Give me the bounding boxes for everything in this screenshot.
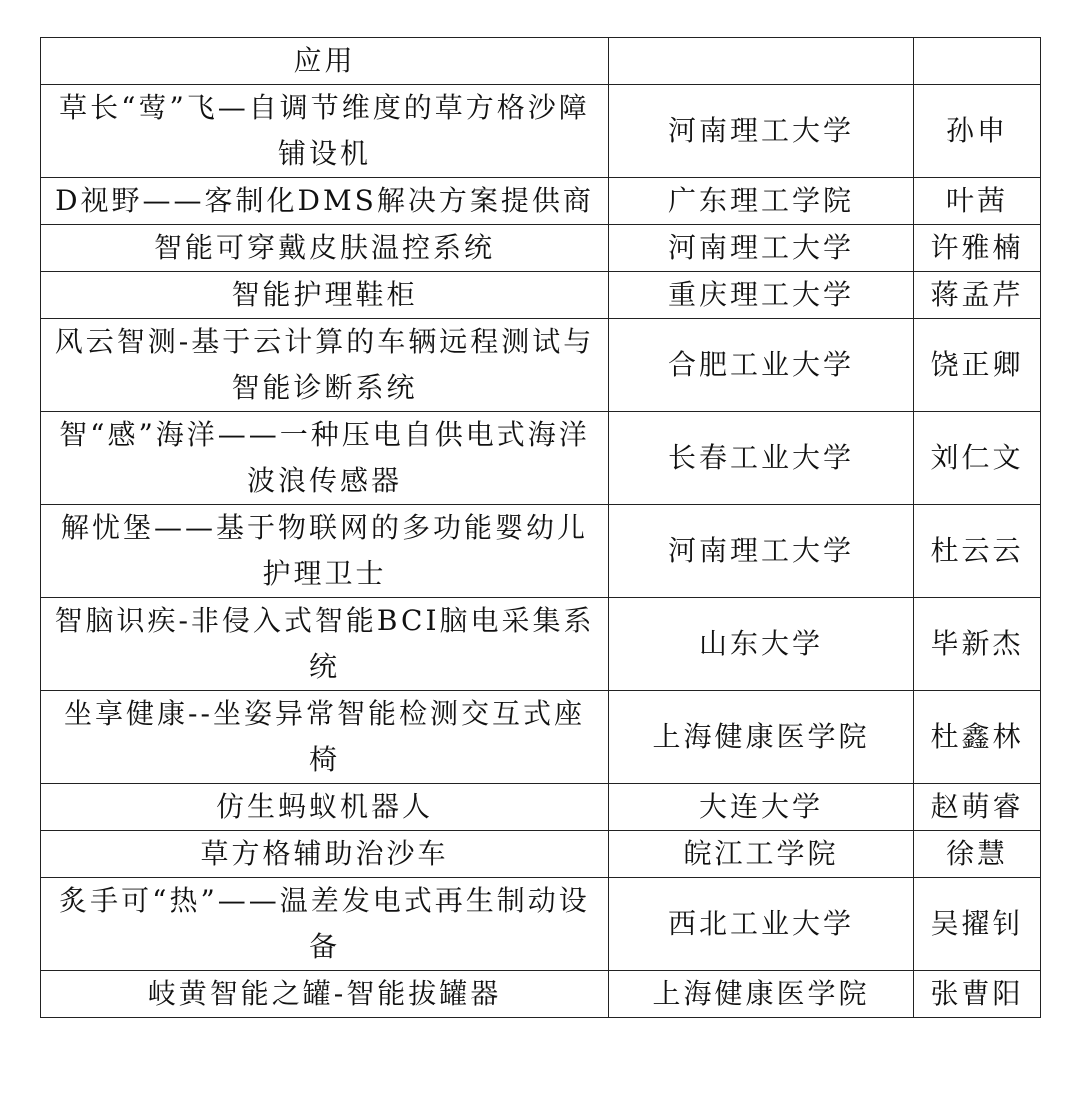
table-row (41, 598, 1041, 691)
school-cell: 上海健康医学院 (609, 971, 914, 1018)
table-row (41, 412, 1041, 505)
school-cell: 上海健康医学院 (609, 691, 914, 784)
project-cell: 风云智测-基于云计算的车辆远程测试与智能诊断系统 (41, 319, 609, 412)
school-cell: 河南理工大学 (609, 85, 914, 178)
project-cell: 智能护理鞋柜 (41, 272, 609, 319)
table-row (41, 971, 1041, 1018)
name-cell: 张曹阳 (914, 971, 1041, 1018)
table-row (41, 178, 1041, 225)
name-cell: 孙申 (914, 85, 1041, 178)
school-cell (609, 38, 914, 85)
school-cell: 河南理工大学 (609, 225, 914, 272)
school-cell: 山东大学 (609, 598, 914, 691)
table-row (41, 784, 1041, 831)
name-cell: 吴擢钊 (914, 878, 1041, 971)
project-cell: 炙手可“热”——温差发电式再生制动设备 (41, 878, 609, 971)
school-cell: 重庆理工大学 (609, 272, 914, 319)
name-cell: 蒋孟芹 (914, 272, 1041, 319)
project-cell: 草长“莺”飞—自调节维度的草方格沙障铺设机 (41, 85, 609, 178)
name-cell: 徐慧 (914, 831, 1041, 878)
table-row (41, 38, 1041, 85)
project-cell: 草方格辅助治沙车 (41, 831, 609, 878)
project-cell: 应用 (41, 38, 609, 85)
project-cell: 智“感”海洋——一种压电自供电式海洋波浪传感器 (41, 412, 609, 505)
school-cell: 皖江工学院 (609, 831, 914, 878)
award-table (40, 37, 1041, 1018)
name-cell: 饶正卿 (914, 319, 1041, 412)
table-row (41, 691, 1041, 784)
project-cell: 智脑识疾-非侵入式智能BCI脑电采集系统 (41, 598, 609, 691)
table-row (41, 831, 1041, 878)
school-cell: 合肥工业大学 (609, 319, 914, 412)
table-row (41, 505, 1041, 598)
table-row (41, 319, 1041, 412)
name-cell: 赵萌睿 (914, 784, 1041, 831)
project-cell: D视野——客制化DMS解决方案提供商 (41, 178, 609, 225)
table-row (41, 878, 1041, 971)
name-cell: 杜云云 (914, 505, 1041, 598)
project-cell: 坐享健康--坐姿异常智能检测交互式座椅 (41, 691, 609, 784)
name-cell: 叶茜 (914, 178, 1041, 225)
table-row (41, 225, 1041, 272)
school-cell: 河南理工大学 (609, 505, 914, 598)
name-cell: 刘仁文 (914, 412, 1041, 505)
table-row (41, 85, 1041, 178)
school-cell: 大连大学 (609, 784, 914, 831)
school-cell: 西北工业大学 (609, 878, 914, 971)
project-cell: 岐黄智能之罐-智能拔罐器 (41, 971, 609, 1018)
project-cell: 仿生蚂蚁机器人 (41, 784, 609, 831)
table-row (41, 272, 1041, 319)
name-cell (914, 38, 1041, 85)
school-cell: 广东理工学院 (609, 178, 914, 225)
school-cell: 长春工业大学 (609, 412, 914, 505)
name-cell: 毕新杰 (914, 598, 1041, 691)
project-cell: 解忧堡——基于物联网的多功能婴幼儿护理卫士 (41, 505, 609, 598)
name-cell: 许雅楠 (914, 225, 1041, 272)
name-cell: 杜鑫林 (914, 691, 1041, 784)
project-cell: 智能可穿戴皮肤温控系统 (41, 225, 609, 272)
